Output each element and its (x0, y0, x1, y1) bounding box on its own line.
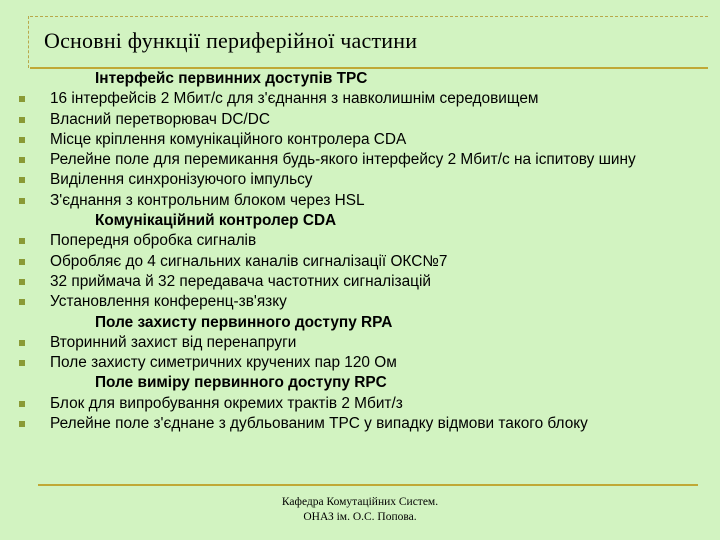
list-item (18, 252, 708, 272)
list-item (18, 89, 708, 109)
list-item (18, 353, 708, 373)
square-bullet-icon (19, 137, 25, 143)
square-bullet-icon (19, 177, 25, 183)
square-bullet-icon (19, 279, 25, 285)
list-item (18, 414, 708, 434)
list-item-text: Попередня обробка сигналів (50, 232, 257, 250)
list-item (18, 231, 708, 251)
section-heading (18, 211, 708, 231)
footer (0, 495, 720, 525)
square-bullet-icon (19, 96, 25, 102)
list-item-text: 16 інтерфейсів 2 Мбит/с для з'єднання з навколишнім середовищем (50, 90, 539, 108)
square-bullet-icon (19, 117, 25, 123)
list-item-text: Обробляє до 4 сигнальних каналів сигналізації ОКС№7 (50, 252, 448, 270)
footer-line-department: Кафедра Комутаційних Систем. (281, 496, 439, 508)
square-bullet-icon (19, 421, 25, 427)
square-bullet-icon (19, 259, 25, 265)
square-bullet-icon (19, 299, 25, 305)
list-item (18, 110, 708, 130)
list-item-text: Вторинний захист від перенапруги (50, 333, 297, 351)
list-item-text: Власний перетворювач DC/DC (50, 110, 270, 128)
list-item (18, 130, 708, 150)
square-bullet-icon (19, 157, 25, 163)
list-item-text: З'єднання з контрольним блоком через HSL (50, 191, 365, 209)
frame-top-line (30, 16, 708, 18)
footer-line-university: ОНАЗ ім. О.С. Попова. (303, 511, 417, 523)
list-item-text: Місце кріплення комунікаційного контролера CDA (50, 130, 407, 148)
frame-left-line (28, 16, 30, 68)
square-bullet-icon (19, 360, 25, 366)
section-heading (18, 313, 708, 333)
list-item-text: Установлення конференц-зв'язку (50, 293, 287, 311)
list-item (18, 272, 708, 292)
list-item-text: Блок для випробування окремих трактів 2 Мбит/з (50, 394, 403, 412)
list-item (18, 292, 708, 312)
list-item (18, 333, 708, 353)
section-heading-text: Поле захисту первинного доступу RPA (95, 313, 393, 331)
square-bullet-icon (19, 401, 25, 407)
section-heading-text: Інтерфейс первинних доступів TPC (95, 70, 368, 87)
section-heading (18, 69, 708, 89)
bullet-list (18, 69, 708, 434)
slide-title: Основні функції периферійної частини (44, 28, 418, 53)
list-item-text: Релейне поле з'єднане з дубльованим TPC у випадку відмови такого блоку (50, 415, 588, 433)
list-item-text: 32 приймача й 32 передавача частотних сигналізацій (50, 272, 431, 290)
list-item (18, 150, 708, 170)
list-item (18, 191, 708, 211)
section-heading-text: Поле виміру первинного доступу RPC (95, 374, 387, 392)
list-item-text: Поле захисту симетричних кручених пар 120 Ом (50, 354, 397, 372)
section-heading-text: Комунікаційний контролер CDA (95, 212, 337, 230)
list-item-text: Виділення синхронізуючого імпульсу (50, 171, 313, 189)
list-item (18, 394, 708, 414)
square-bullet-icon (19, 198, 25, 204)
square-bullet-icon (19, 238, 25, 244)
square-bullet-icon (19, 340, 25, 346)
footer-divider (38, 484, 698, 486)
list-item (18, 170, 708, 190)
section-heading (18, 373, 708, 393)
list-item-text: Релейне поле для перемикання будь-якого інтерфейсу 2 Мбит/с на іспитову шину (50, 151, 636, 169)
